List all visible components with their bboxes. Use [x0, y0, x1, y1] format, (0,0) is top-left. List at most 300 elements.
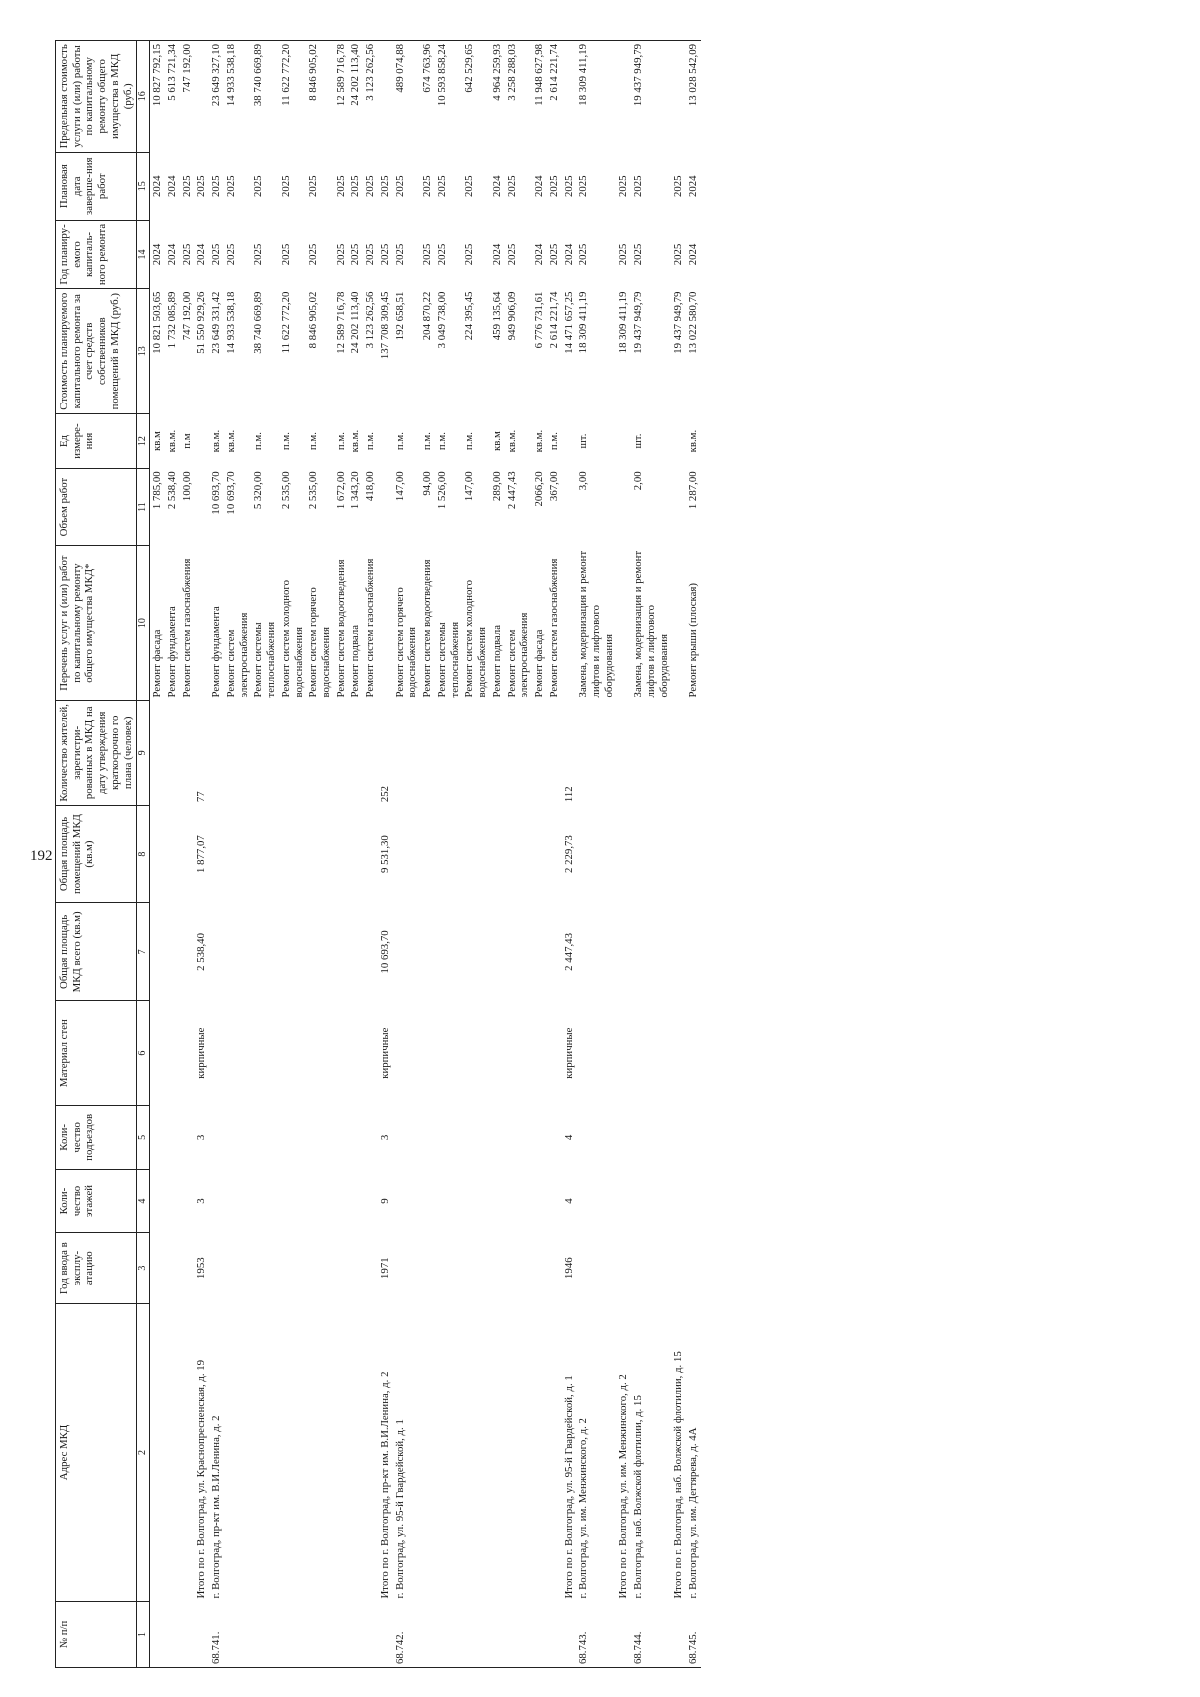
table-cell: [334, 1602, 349, 1668]
table-cell: [251, 1169, 278, 1233]
table-row: [224, 41, 251, 1668]
table-row: [194, 41, 209, 1668]
table-cell: 8 846 905,02: [307, 291, 320, 349]
table-cell: 2024: [490, 175, 503, 198]
table-cell: [686, 1106, 701, 1170]
table-cell: [547, 1233, 562, 1304]
table-cell: Ремонт системы теплоснабжения: [435, 621, 461, 698]
table-cell: 2 538,40: [165, 471, 178, 510]
table-cell: [576, 1106, 616, 1170]
table-cell: [150, 1169, 165, 1233]
table-cell: 2024: [490, 243, 503, 266]
table-cell: [616, 546, 631, 701]
table-cell: п.м.: [421, 432, 434, 451]
table-cell: [505, 1001, 532, 1106]
table-cell: 2025: [252, 243, 265, 266]
table-cell: 94,00: [421, 471, 434, 496]
table-cell: 1 526,00: [435, 471, 448, 510]
table-cell: 2 614 221,74: [547, 41, 562, 153]
table-cell: [348, 700, 363, 805]
table-row: [180, 41, 195, 1668]
column-header-14: Год планиру-емого капиталь-ного ремонта: [56, 220, 137, 288]
table-cell: [348, 1303, 363, 1601]
table-cell: Итого по г. Волгоград, наб. Волжской флотилии, д. 15: [672, 1351, 685, 1599]
table-cell: [671, 1233, 686, 1304]
table-cell: 4 964 259,93: [490, 41, 505, 153]
table-cell: 2024: [562, 243, 575, 266]
table-cell: [616, 1169, 631, 1233]
table-cell: Ремонт систем газоснабжения: [547, 558, 560, 698]
table-cell: 2 538,40: [195, 933, 208, 971]
table-cell: 9 531,30: [378, 835, 391, 873]
table-cell: 1 732 085,89: [165, 291, 178, 349]
table-cell: [420, 1106, 435, 1170]
table-cell: 68.743.: [576, 1602, 616, 1668]
table-cell: 2025: [617, 175, 630, 198]
table-cell: 13 022 580,70: [687, 291, 700, 354]
table-cell: [631, 1233, 671, 1304]
table-cell: 2025: [547, 243, 560, 266]
table-cell: кв.м.: [210, 429, 223, 453]
table-cell: 2025: [463, 175, 476, 198]
table-row: [209, 41, 224, 1668]
table-cell: кв.м.: [224, 429, 237, 453]
table-cell: [165, 1602, 180, 1668]
table-cell: [363, 805, 378, 903]
table-cell: 77: [195, 791, 208, 803]
table-cell: [505, 1106, 532, 1170]
table-cell: [209, 903, 224, 1001]
table-cell: [334, 805, 349, 903]
table-cell: [547, 1106, 562, 1170]
table-cell: г. Волгоград, ул. 95-й Гвардейской, д. 1: [393, 1419, 406, 1599]
table-cell: 2025: [195, 175, 208, 198]
table-cell: [165, 700, 180, 805]
table-cell: [279, 903, 306, 1001]
table-cell: [420, 1303, 435, 1601]
table-cell: [251, 903, 278, 1001]
column-header-10: Перечень услуг и (или) работ по капитальному ремонту общего имущества МКД*: [56, 546, 137, 701]
table-cell: кв.м: [490, 431, 503, 452]
table-cell: [251, 1233, 278, 1304]
table-cell: [209, 1233, 224, 1304]
table-cell: 100,00: [180, 471, 193, 502]
table-cell: [462, 805, 489, 903]
table-cell: [435, 903, 462, 1001]
table-cell: [224, 805, 251, 903]
table-row: [505, 41, 532, 1668]
table-cell: [194, 468, 209, 545]
table-cell: 24 202 113,40: [348, 41, 363, 153]
table-cell: 68.742.: [393, 1602, 420, 1668]
table-cell: [532, 903, 547, 1001]
table-cell: Ремонт системы теплоснабжения: [252, 621, 278, 698]
table-cell: [616, 468, 631, 545]
table-cell: 2025: [180, 175, 193, 198]
table-cell: 38 740 669,89: [252, 291, 265, 354]
table-cell: 68.741.: [209, 1602, 224, 1668]
table-cell: 19 437 949,79: [631, 41, 671, 153]
table-cell: Ремонт систем горячего водоснабжения: [307, 587, 333, 698]
table-cell: [279, 1303, 306, 1601]
table-cell: Ремонт систем горячего водоснабжения: [393, 587, 419, 698]
table-cell: [194, 414, 209, 469]
table-cell: Итого по г. Волгоград, ул. Краснопресненская, д. 19: [195, 1359, 208, 1599]
table-row: [363, 41, 378, 1668]
column-header-15: Плановая дата заверше-ния работ: [56, 152, 137, 220]
table-cell: [393, 1001, 420, 1106]
table-cell: 2025: [393, 243, 406, 266]
table-cell: 2,00: [632, 471, 645, 491]
table-cell: 1953: [195, 1257, 208, 1279]
table-row: [462, 41, 489, 1668]
table-cell: 10 693,70: [210, 471, 223, 515]
table-cell: [150, 1233, 165, 1304]
table-cell: [532, 1602, 547, 1668]
table-cell: [378, 414, 393, 469]
table-row: [279, 41, 306, 1668]
table-cell: 2025: [307, 175, 320, 198]
table-cell: [348, 1169, 363, 1233]
table-cell: [547, 1602, 562, 1668]
table-cell: 3 049 738,00: [435, 291, 448, 349]
column-number-12: 12: [137, 414, 150, 469]
column-number-5: 5: [137, 1106, 150, 1170]
table-cell: 674 763,96: [420, 41, 435, 153]
column-number-10: 10: [137, 546, 150, 701]
table-cell: [631, 805, 671, 903]
table-cell: [150, 1001, 165, 1106]
table-cell: 2025: [672, 243, 685, 266]
table-cell: [279, 805, 306, 903]
table-cell: [224, 1106, 251, 1170]
table-cell: 367,00: [547, 471, 560, 502]
table-cell: Ремонт систем холодного водоснабжения: [279, 580, 305, 698]
table-cell: [334, 1106, 349, 1170]
table-cell: 2025: [632, 243, 645, 266]
table-cell: 2025: [547, 175, 560, 198]
table-cell: кв.м.: [349, 429, 362, 453]
table-cell: [490, 1001, 505, 1106]
table-cell: 2025: [463, 243, 476, 266]
table-cell: 2025: [252, 175, 265, 198]
column-header-3: Год ввода в эксплу-атацию: [56, 1233, 137, 1304]
table-cell: [209, 805, 224, 903]
table-cell: [616, 903, 631, 1001]
capital-repair-table: [55, 40, 701, 1668]
table-cell: 2025: [210, 175, 223, 198]
table-cell: Ремонт фасада: [151, 629, 164, 698]
table-cell: 2025: [421, 243, 434, 266]
column-number-6: 6: [137, 1001, 150, 1106]
table-cell: 12 589 716,78: [334, 291, 347, 354]
table-cell: п.м.: [364, 432, 377, 451]
table-cell: [279, 1169, 306, 1233]
table-cell: 5 613 721,34: [165, 41, 180, 153]
table-cell: [150, 1303, 165, 1601]
table-cell: [616, 700, 631, 805]
table-cell: п.м.: [463, 432, 476, 451]
table-cell: [306, 700, 333, 805]
table-cell: 23 649 331,42: [210, 291, 223, 354]
table-cell: [150, 805, 165, 903]
table-cell: [435, 1233, 462, 1304]
table-cell: 2025: [349, 243, 362, 266]
table-cell: 51 550 929,26: [195, 291, 208, 354]
table-cell: 24 202 113,40: [349, 291, 362, 354]
table-cell: 10 821 503,65: [151, 291, 164, 354]
table-cell: 289,00: [490, 471, 503, 502]
table-cell: [378, 41, 393, 153]
table-row: [547, 41, 562, 1668]
table-cell: 4: [562, 1198, 575, 1204]
table-cell: [505, 1169, 532, 1233]
table-cell: [165, 1303, 180, 1601]
table-cell: [490, 1106, 505, 1170]
table-cell: [547, 805, 562, 903]
table-cell: 11 948 627,98: [532, 41, 547, 153]
table-row: [165, 41, 180, 1668]
table-cell: [334, 1001, 349, 1106]
table-cell: 2025: [421, 175, 434, 198]
table-cell: 747 192,00: [180, 41, 195, 153]
table-cell: [363, 1602, 378, 1668]
table-cell: [547, 1169, 562, 1233]
table-cell: [420, 1602, 435, 1668]
table-cell: 147,00: [463, 471, 476, 502]
table-cell: 1 785,00: [151, 471, 164, 510]
table-cell: Ремонт подвала: [349, 625, 362, 698]
table-cell: 1971: [378, 1257, 391, 1279]
table-cell: Ремонт систем водоотведения: [334, 559, 347, 698]
table-cell: [363, 1169, 378, 1233]
table-cell: [180, 1233, 195, 1304]
column-number-2: 2: [137, 1303, 150, 1601]
table-row: [251, 41, 278, 1668]
table-cell: 2024: [165, 175, 178, 198]
table-cell: 23 649 327,10: [209, 41, 224, 153]
table-cell: г. Волгоград, ул. им. Дегтярева, д. 4А: [687, 1427, 700, 1599]
table-cell: [562, 41, 577, 153]
table-cell: [363, 1303, 378, 1601]
column-number-15: 15: [137, 152, 150, 220]
table-cell: Ремонт систем газоснабжения: [364, 558, 377, 698]
table-cell: кирпичные: [195, 1027, 208, 1079]
table-cell: Ремонт фундамента: [210, 606, 223, 698]
table-cell: 2 447,43: [562, 933, 575, 971]
table-cell: Ремонт фасада: [533, 629, 546, 698]
table-cell: [532, 700, 547, 805]
table-cell: [180, 1602, 195, 1668]
column-header-12: Ед измере-ния: [56, 414, 137, 469]
table-cell: [224, 700, 251, 805]
table-cell: Итого по г. Волгоград, ул. 95-й Гвардейской, д. 1: [562, 1375, 575, 1599]
table-cell: [224, 1602, 251, 1668]
table-cell: [150, 903, 165, 1001]
table-cell: Ремонт систем холодного водоснабжения: [463, 580, 489, 698]
table-cell: [420, 700, 435, 805]
table-cell: 2025: [378, 175, 391, 198]
table-cell: г. Волгоград, наб. Волжской флотилии, д. 15: [632, 1395, 645, 1599]
table-cell: 2025: [505, 243, 518, 266]
table-cell: [562, 1602, 577, 1668]
table-cell: 2025: [279, 243, 292, 266]
table-cell: [462, 903, 489, 1001]
table-row: [306, 41, 333, 1668]
table-cell: [671, 1169, 686, 1233]
table-cell: п.м.: [307, 432, 320, 451]
table-cell: 2025: [364, 175, 377, 198]
column-number-13: 13: [137, 289, 150, 414]
table-cell: [532, 805, 547, 903]
table-cell: 459 135,64: [490, 291, 503, 341]
table-cell: 137 708 309,45: [378, 291, 391, 360]
table-cell: 10 593 858,24: [435, 41, 462, 153]
table-cell: 19 437 949,79: [632, 291, 645, 354]
table-cell: [150, 700, 165, 805]
table-cell: 1 287,00: [687, 471, 700, 510]
table-cell: [631, 700, 671, 805]
table-cell: 2 447,43: [505, 471, 518, 510]
column-header-6: Материал стен: [56, 1001, 137, 1106]
table-cell: [576, 1233, 616, 1304]
table-cell: п.м.: [279, 432, 292, 451]
table-cell: [616, 1602, 631, 1668]
table-row: [348, 41, 363, 1668]
table-cell: [462, 1106, 489, 1170]
column-header-2: Адрес МКД: [56, 1303, 137, 1601]
table-cell: [631, 1169, 671, 1233]
table-cell: [686, 903, 701, 1001]
table-cell: [279, 1001, 306, 1106]
column-number-8: 8: [137, 805, 150, 903]
table-cell: 9: [378, 1198, 391, 1204]
table-cell: 2025: [334, 175, 347, 198]
table-cell: [490, 1169, 505, 1233]
table-row: [435, 41, 462, 1668]
table-cell: [334, 1233, 349, 1304]
table-cell: 2 535,00: [279, 471, 292, 510]
table-cell: [490, 903, 505, 1001]
table-cell: 2025: [378, 243, 391, 266]
table-cell: 2025: [349, 175, 362, 198]
table-cell: 2025: [364, 243, 377, 266]
table-cell: 10 693,70: [378, 930, 391, 974]
table-cell: [631, 1106, 671, 1170]
table-cell: [306, 1233, 333, 1304]
table-cell: [378, 1602, 393, 1668]
table-cell: 2024: [687, 243, 700, 266]
table-cell: [686, 1001, 701, 1106]
table-cell: [616, 1106, 631, 1170]
table-cell: [686, 1169, 701, 1233]
table-cell: Ремонт систем электроснабжения: [505, 612, 531, 698]
table-row: [686, 41, 701, 1668]
table-cell: [378, 468, 393, 545]
table-cell: 1 672,00: [334, 471, 347, 510]
table-cell: 2025: [393, 175, 406, 198]
table-cell: Ремонт крыши (плоская): [687, 583, 700, 698]
table-cell: 38 740 669,89: [251, 41, 278, 153]
column-header-13: Стоимость планируемого капитального ремонта за счет средств собственников помещений в МКД (руб.): [56, 289, 137, 414]
table-cell: 2025: [562, 175, 575, 198]
table-cell: 1946: [562, 1257, 575, 1279]
table-cell: [686, 1233, 701, 1304]
table-cell: 10 693,70: [224, 471, 237, 515]
table-cell: [251, 1106, 278, 1170]
table-cell: [547, 1303, 562, 1601]
table-cell: [505, 1602, 532, 1668]
table-cell: 68.744.: [631, 1602, 671, 1668]
table-row: [631, 41, 671, 1668]
table-cell: [393, 1169, 420, 1233]
table-cell: кв.м.: [505, 429, 518, 453]
table-cell: [180, 903, 195, 1001]
table-cell: [363, 1001, 378, 1106]
table-cell: [251, 1602, 278, 1668]
table-cell: 14 933 538,18: [224, 291, 237, 354]
table-cell: [279, 700, 306, 805]
table-cell: 252: [378, 785, 391, 803]
table-cell: [393, 805, 420, 903]
table-cell: 2 614 221,74: [547, 291, 560, 349]
table-cell: [209, 1169, 224, 1233]
column-header-9: Количество жителей, зарегистри-рованных в МКД на дату утверждения краткосрочно го плана (человек): [56, 700, 137, 805]
table-cell: [631, 1001, 671, 1106]
table-cell: [348, 805, 363, 903]
table-cell: [306, 1303, 333, 1601]
column-number-9: 9: [137, 700, 150, 805]
table-cell: [435, 700, 462, 805]
table-cell: [490, 1303, 505, 1601]
table-cell: [306, 1106, 333, 1170]
table-cell: [224, 903, 251, 1001]
table-cell: [532, 1303, 547, 1601]
table-cell: [671, 805, 686, 903]
column-header-1: № п/п: [56, 1602, 137, 1668]
table-cell: 418,00: [364, 471, 377, 502]
table-cell: 13 028 542,09: [686, 41, 701, 153]
table-cell: 2 229,73: [562, 835, 575, 873]
table-cell: 2025: [210, 243, 223, 266]
table-cell: 1 877,07: [195, 835, 208, 873]
table-cell: 3: [195, 1134, 208, 1141]
table-cell: 642 529,65: [462, 41, 489, 153]
table-cell: 18 309 411,19: [576, 41, 616, 153]
table-cell: [616, 805, 631, 903]
table-cell: п.м.: [393, 432, 406, 451]
table-cell: [194, 1602, 209, 1668]
table-cell: [279, 1106, 306, 1170]
table-cell: 11 622 772,20: [279, 291, 292, 354]
column-header-5: Коли-чество подъездов: [56, 1106, 137, 1170]
table-cell: [532, 1169, 547, 1233]
table-cell: [180, 805, 195, 903]
table-row: [420, 41, 435, 1668]
table-cell: [671, 903, 686, 1001]
table-cell: [631, 903, 671, 1001]
table-cell: 2024: [687, 175, 700, 198]
table-cell: [462, 1233, 489, 1304]
table-cell: 2024: [533, 175, 546, 198]
column-header-7: Общая площадь МКД всего (кв.м): [56, 903, 137, 1001]
table-cell: [686, 700, 701, 805]
table-cell: 12 589 716,78: [334, 41, 349, 153]
table-cell: [505, 700, 532, 805]
table-cell: [224, 1233, 251, 1304]
table-cell: [686, 805, 701, 903]
table-cell: [671, 41, 686, 153]
